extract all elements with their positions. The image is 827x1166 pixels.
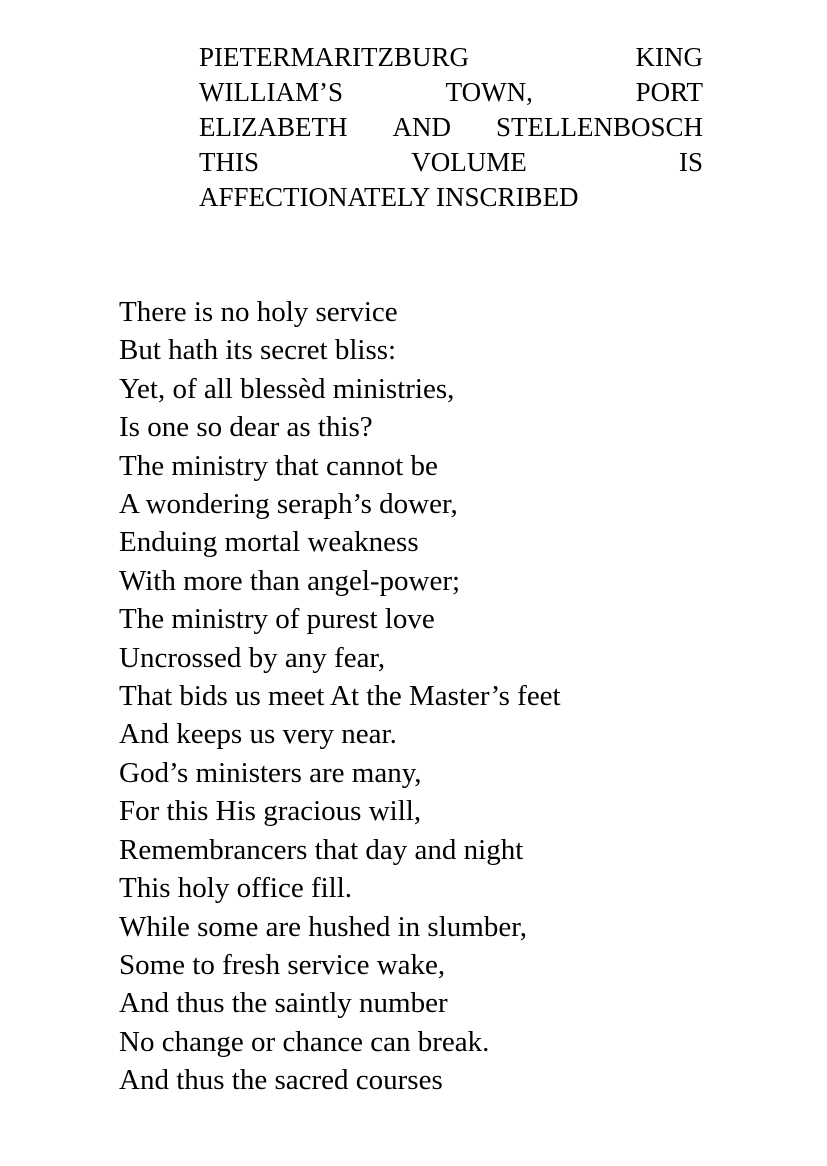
dedication-word: PIETERMARITZBURG <box>199 42 469 72</box>
dedication-word: VOLUME <box>411 147 527 177</box>
dedication-line <box>199 180 703 215</box>
poem-line: And thus the sacred courses <box>119 1064 443 1097</box>
poem-line: The ministry of purest love <box>119 603 435 636</box>
poem-line: That bids us meet At the Master’s feet <box>119 680 561 713</box>
dedication-block <box>199 40 703 215</box>
dedication-word: KING <box>635 42 703 72</box>
poem-line: God’s ministers are many, <box>119 756 422 789</box>
poem-line: No change or chance can break. <box>119 1025 490 1058</box>
poem-line: Enduing mortal weakness <box>119 526 419 559</box>
dedication-word: THIS <box>199 147 259 177</box>
poem-line: But hath its secret bliss: <box>119 334 397 367</box>
dedication-line <box>199 75 703 110</box>
dedication-word: TOWN, <box>445 77 533 107</box>
poem-line: Remembrancers that day and night <box>119 833 524 866</box>
poem-line: Uncrossed by any fear, <box>119 641 386 674</box>
poem-line: Some to fresh service wake, <box>119 948 446 981</box>
dedication-word: WILLIAM’S <box>199 77 343 107</box>
dedication-word: ELIZABETH <box>199 112 348 142</box>
poem-line: Is one so dear as this? <box>119 411 373 444</box>
poem-line: And thus the saintly number <box>119 987 448 1020</box>
poem-line: The ministry that cannot be <box>119 449 438 482</box>
dedication-word: STELLENBOSCH <box>495 112 703 142</box>
dedication-word: IS <box>678 147 703 177</box>
poem-line: Yet, of all blessèd ministries, <box>119 372 455 405</box>
poem-line: A wondering seraph’s dower, <box>119 488 458 521</box>
dedication-line <box>199 110 703 145</box>
dedication-word: PORT <box>635 77 703 107</box>
poem-line: With more than angel-power; <box>119 564 461 597</box>
poem-line: For this His gracious will, <box>119 795 422 828</box>
poem-line: And keeps us very near. <box>119 718 397 751</box>
dedication-line <box>199 40 703 75</box>
poem-line: While some are hushed in slumber, <box>119 910 527 943</box>
poem-line: This holy office fill. <box>119 872 353 905</box>
dedication-word: AFFECTIONATELY INSCRIBED <box>199 182 579 212</box>
dedication-word: AND <box>392 112 451 142</box>
poem-line: There is no holy service <box>119 296 398 328</box>
dedication-line <box>199 145 703 180</box>
poem-block <box>119 293 561 1100</box>
